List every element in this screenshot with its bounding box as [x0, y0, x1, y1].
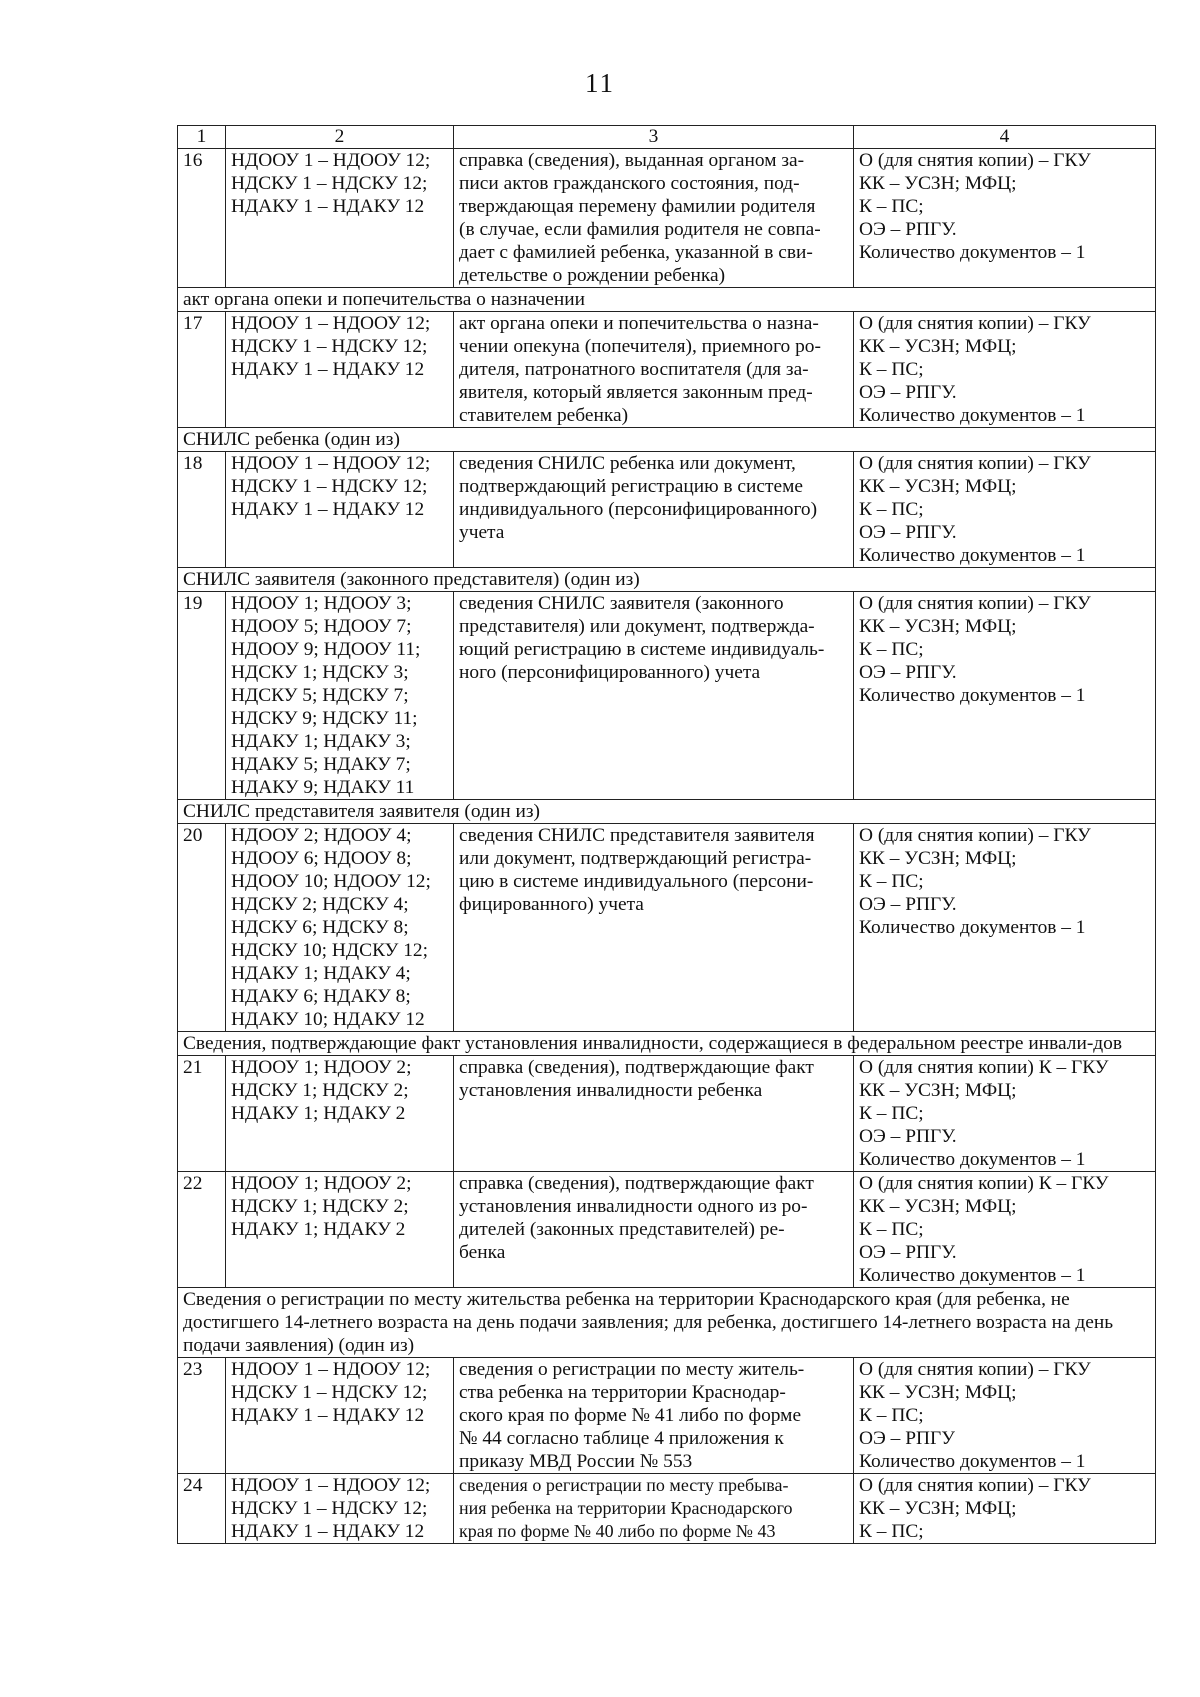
document-description-cell — [454, 1056, 854, 1172]
page-number: 11 — [585, 68, 615, 98]
category-codes-cell — [226, 1358, 454, 1474]
notes-line: ОЭ – РПГУ. — [859, 662, 957, 683]
category-codes-cell — [226, 1474, 454, 1544]
notes-line: Количество документов – 1 — [859, 685, 1086, 706]
category-code-line: НДСКУ 1 – НДСКУ 12; — [231, 476, 428, 497]
notes-line: К – ПС; — [859, 499, 924, 520]
notes-line: КК – УСЗН; МФЦ; — [859, 848, 1017, 869]
document-description-cell — [454, 149, 854, 288]
row-number: 21 — [178, 1056, 226, 1172]
notes-line: ОЭ – РПГУ. — [859, 1242, 957, 1263]
description-line: установления инвалидности одного из ро- — [459, 1196, 808, 1217]
submission-notes-cell — [854, 1056, 1156, 1172]
category-code-line: НДООУ 1 – НДООУ 12; — [231, 313, 431, 334]
category-code-line: НДООУ 1 – НДООУ 12; — [231, 1475, 431, 1496]
notes-line: КК – УСЗН; МФЦ; — [859, 1382, 1017, 1403]
document-description-cell — [454, 1358, 854, 1474]
section-header-row — [178, 288, 1156, 312]
submission-notes-cell — [854, 312, 1156, 428]
description-line: справка (сведения), выданная органом за- — [459, 150, 805, 171]
notes-line: О (для снятия копии) К – ГКУ — [859, 1173, 1109, 1194]
notes-line: Количество документов – 1 — [859, 1265, 1086, 1286]
notes-line: КК – УСЗН; МФЦ; — [859, 1196, 1017, 1217]
table-row — [178, 149, 1156, 288]
category-codes-cell — [226, 824, 454, 1032]
description-line: ния ребенка на территории Краснодарского — [459, 1498, 793, 1518]
category-code-line: НДСКУ 1 – НДСКУ 12; — [231, 1498, 428, 1519]
notes-line: К – ПС; — [859, 871, 924, 892]
header-row — [178, 126, 1156, 149]
category-code-line: НДАКУ 1 – НДАКУ 12 — [231, 1405, 425, 1426]
table-row — [178, 1474, 1156, 1544]
notes-line: О (для снятия копии) – ГКУ — [859, 453, 1091, 474]
notes-line: Количество документов – 1 — [859, 242, 1086, 263]
description-line: сведения о регистрации по месту житель- — [459, 1359, 805, 1380]
document-description-cell — [454, 312, 854, 428]
notes-line: КК – УСЗН; МФЦ; — [859, 1080, 1017, 1101]
description-line: дителя, патронатного воспитателя (для за- — [459, 359, 809, 380]
category-code-line: НДСКУ 1 – НДСКУ 12; — [231, 336, 428, 357]
category-code-line: НДАКУ 6; НДАКУ 8; — [231, 986, 411, 1007]
description-line: учета — [459, 522, 505, 543]
notes-line: К – ПС; — [859, 196, 924, 217]
notes-line: ОЭ – РПГУ — [859, 1428, 955, 1449]
description-line: индивидуального (персонифицированного) — [459, 499, 818, 520]
submission-notes-cell — [854, 824, 1156, 1032]
section-title: СНИЛС заявителя (законного представителя) (один из) — [178, 568, 1156, 592]
submission-notes-cell — [854, 452, 1156, 568]
section-title: Сведения о регистрации по месту жительства ребенка на территории Краснодарского края (для ребенка, не достигшего 14-летнего возраста на день подачи заявления; для ребенка, достигшего 14-летнего возраста на день подачи заявления) (один из) — [178, 1288, 1156, 1358]
document-description-cell — [454, 1172, 854, 1288]
section-header-row — [178, 800, 1156, 824]
document-description-cell — [454, 452, 854, 568]
category-code-line: НДСКУ 2; НДСКУ 4; — [231, 894, 409, 915]
description-line: ского края по форме № 41 либо по форме — [459, 1405, 802, 1426]
category-code-line: НДСКУ 1; НДСКУ 2; — [231, 1080, 409, 1101]
row-number: 24 — [178, 1474, 226, 1544]
notes-line: ОЭ – РПГУ. — [859, 382, 957, 403]
section-title: Сведения, подтверждающие факт установления инвалидности, содержащиеся в федеральном реестре инвали-дов — [178, 1032, 1156, 1056]
description-line: справка (сведения), подтверждающие факт — [459, 1057, 814, 1078]
notes-line: К – ПС; — [859, 1219, 924, 1240]
document-description-cell — [454, 1474, 854, 1544]
description-line: ющий регистрацию в системе индивидуаль- — [459, 639, 825, 660]
description-line: дителей (законных представителей) ре- — [459, 1219, 785, 1240]
document-description-cell — [454, 824, 854, 1032]
category-code-line: НДАКУ 1; НДАКУ 3; — [231, 731, 411, 752]
row-number: 23 — [178, 1358, 226, 1474]
requirements-table — [177, 125, 1156, 1544]
category-code-line: НДООУ 5; НДООУ 7; — [231, 616, 412, 637]
category-codes-cell — [226, 452, 454, 568]
notes-line: О (для снятия копии) – ГКУ — [859, 1475, 1091, 1496]
row-number: 16 — [178, 149, 226, 288]
description-line: чении опекуна (попечителя), приемного ро- — [459, 336, 821, 357]
category-code-line: НДАКУ 1; НДАКУ 2 — [231, 1103, 406, 1124]
category-code-line: НДООУ 9; НДООУ 11; — [231, 639, 421, 660]
description-line: тверждающая перемену фамилии родителя — [459, 196, 816, 217]
description-line: сведения СНИЛС заявителя (законного — [459, 593, 784, 614]
category-codes-cell — [226, 1172, 454, 1288]
row-number: 19 — [178, 592, 226, 800]
submission-notes-cell — [854, 1172, 1156, 1288]
category-code-line: НДАКУ 1 – НДАКУ 12 — [231, 1521, 425, 1542]
notes-line: Количество документов – 1 — [859, 545, 1086, 566]
section-title: СНИЛС представителя заявителя (один из) — [178, 800, 1156, 824]
notes-line: К – ПС; — [859, 639, 924, 660]
description-line: цию в системе индивидуального (персони- — [459, 871, 814, 892]
description-line: ставителем ребенка) — [459, 405, 629, 426]
submission-notes-cell — [854, 1358, 1156, 1474]
notes-line: К – ПС; — [859, 1103, 924, 1124]
notes-line: О (для снятия копии) – ГКУ — [859, 1359, 1091, 1380]
description-line: писи актов гражданского состояния, под- — [459, 173, 800, 194]
description-line: приказу МВД России № 553 — [459, 1451, 693, 1472]
category-code-line: НДООУ 2; НДООУ 4; — [231, 825, 412, 846]
row-number: 18 — [178, 452, 226, 568]
row-number: 20 — [178, 824, 226, 1032]
notes-line: КК – УСЗН; МФЦ; — [859, 173, 1017, 194]
submission-notes-cell — [854, 1474, 1156, 1544]
description-line: ного (персонифицированного) учета — [459, 662, 761, 683]
table-row — [178, 1172, 1156, 1288]
section-header-row — [178, 1288, 1156, 1358]
category-code-line: НДООУ 1; НДООУ 3; — [231, 593, 412, 614]
notes-line: Количество документов – 1 — [859, 405, 1086, 426]
description-line: справка (сведения), подтверждающие факт — [459, 1173, 814, 1194]
description-line: или документ, подтверждающий регистра- — [459, 848, 812, 869]
submission-notes-cell — [854, 149, 1156, 288]
header-col-1: 1 — [178, 126, 226, 149]
category-codes-cell — [226, 592, 454, 800]
category-code-line: НДСКУ 1; НДСКУ 3; — [231, 662, 409, 683]
category-codes-cell — [226, 1056, 454, 1172]
category-code-line: НДАКУ 1 – НДАКУ 12 — [231, 359, 425, 380]
category-codes-cell — [226, 312, 454, 428]
description-line: (в случае, если фамилия родителя не совпа- — [459, 219, 821, 240]
table-row — [178, 1056, 1156, 1172]
table-row — [178, 592, 1156, 800]
category-code-line: НДСКУ 1; НДСКУ 2; — [231, 1196, 409, 1217]
table-row — [178, 312, 1156, 428]
description-line: бенка — [459, 1242, 506, 1263]
notes-line: Количество документов – 1 — [859, 917, 1086, 938]
notes-line: ОЭ – РПГУ. — [859, 219, 957, 240]
notes-line: ОЭ – РПГУ. — [859, 522, 957, 543]
notes-line: К – ПС; — [859, 1521, 924, 1542]
description-line: ства ребенка на территории Краснодар- — [459, 1382, 786, 1403]
category-code-line: НДАКУ 1 – НДАКУ 12 — [231, 196, 425, 217]
category-code-line: НДООУ 1; НДООУ 2; — [231, 1057, 412, 1078]
section-title: акт органа опеки и попечительства о назначении — [178, 288, 1156, 312]
table-row — [178, 452, 1156, 568]
notes-line: К – ПС; — [859, 359, 924, 380]
category-code-line: НДСКУ 9; НДСКУ 11; — [231, 708, 418, 729]
category-code-line: НДАКУ 1 – НДАКУ 12 — [231, 499, 425, 520]
notes-line: КК – УСЗН; МФЦ; — [859, 336, 1017, 357]
category-code-line: НДООУ 1 – НДООУ 12; — [231, 1359, 431, 1380]
category-code-line: НДООУ 1 – НДООУ 12; — [231, 453, 431, 474]
notes-line: О (для снятия копии) – ГКУ — [859, 593, 1091, 614]
notes-line: КК – УСЗН; МФЦ; — [859, 1498, 1017, 1519]
category-code-line: НДООУ 1 – НДООУ 12; — [231, 150, 431, 171]
description-line: явителя, который является законным пред- — [459, 382, 813, 403]
category-code-line: НДООУ 1; НДООУ 2; — [231, 1173, 412, 1194]
description-line: подтверждающий регистрацию в системе — [459, 476, 803, 497]
description-line: сведения о регистрации по месту пребыва- — [459, 1475, 789, 1495]
description-line: дает с фамилией ребенка, указанной в сви- — [459, 242, 813, 263]
header-col-2: 2 — [226, 126, 454, 149]
table-body — [178, 149, 1156, 1544]
notes-line: ОЭ – РПГУ. — [859, 894, 957, 915]
row-number: 22 — [178, 1172, 226, 1288]
notes-line: О (для снятия копии) – ГКУ — [859, 313, 1091, 334]
description-line: детельстве о рождении ребенка) — [459, 265, 726, 286]
notes-line: Количество документов – 1 — [859, 1149, 1086, 1170]
category-code-line: НДАКУ 1; НДАКУ 2 — [231, 1219, 406, 1240]
category-code-line: НДСКУ 1 – НДСКУ 12; — [231, 173, 428, 194]
category-code-line: НДООУ 6; НДООУ 8; — [231, 848, 412, 869]
description-line: представителя) или документ, подтвержда- — [459, 616, 815, 637]
notes-line: О (для снятия копии) – ГКУ — [859, 825, 1091, 846]
notes-line: О (для снятия копии) – ГКУ — [859, 150, 1091, 171]
notes-line: О (для снятия копии) К – ГКУ — [859, 1057, 1109, 1078]
description-line: сведения СНИЛС ребенка или документ, — [459, 453, 796, 474]
description-line: № 44 согласно таблице 4 приложения к — [459, 1428, 784, 1449]
category-code-line: НДСКУ 1 – НДСКУ 12; — [231, 1382, 428, 1403]
header-col-4: 4 — [854, 126, 1156, 149]
category-code-line: НДАКУ 1; НДАКУ 4; — [231, 963, 411, 984]
category-code-line: НДСКУ 5; НДСКУ 7; — [231, 685, 409, 706]
description-line: края по форме № 40 либо по форме № 43 — [459, 1521, 776, 1541]
category-code-line: НДАКУ 5; НДАКУ 7; — [231, 754, 411, 775]
notes-line: КК – УСЗН; МФЦ; — [859, 616, 1017, 637]
category-codes-cell — [226, 149, 454, 288]
submission-notes-cell — [854, 592, 1156, 800]
notes-line: КК – УСЗН; МФЦ; — [859, 476, 1017, 497]
description-line: сведения СНИЛС представителя заявителя — [459, 825, 815, 846]
table-row — [178, 1358, 1156, 1474]
table-row — [178, 824, 1156, 1032]
category-code-line: НДСКУ 10; НДСКУ 12; — [231, 940, 428, 961]
header-col-3: 3 — [454, 126, 854, 149]
row-number: 17 — [178, 312, 226, 428]
notes-line: ОЭ – РПГУ. — [859, 1126, 957, 1147]
section-title: СНИЛС ребенка (один из) — [178, 428, 1156, 452]
description-line: установления инвалидности ребенка — [459, 1080, 763, 1101]
description-line: фицированного) учета — [459, 894, 644, 915]
section-header-row — [178, 568, 1156, 592]
notes-line: К – ПС; — [859, 1405, 924, 1426]
section-header-row — [178, 1032, 1156, 1056]
category-code-line: НДСКУ 6; НДСКУ 8; — [231, 917, 409, 938]
category-code-line: НДАКУ 9; НДАКУ 11 — [231, 777, 415, 798]
document-description-cell — [454, 592, 854, 800]
category-code-line: НДАКУ 10; НДАКУ 12 — [231, 1009, 425, 1030]
section-header-row — [178, 428, 1156, 452]
category-code-line: НДООУ 10; НДООУ 12; — [231, 871, 431, 892]
description-line: акт органа опеки и попечительства о назна- — [459, 313, 819, 334]
notes-line: Количество документов – 1 — [859, 1451, 1086, 1472]
